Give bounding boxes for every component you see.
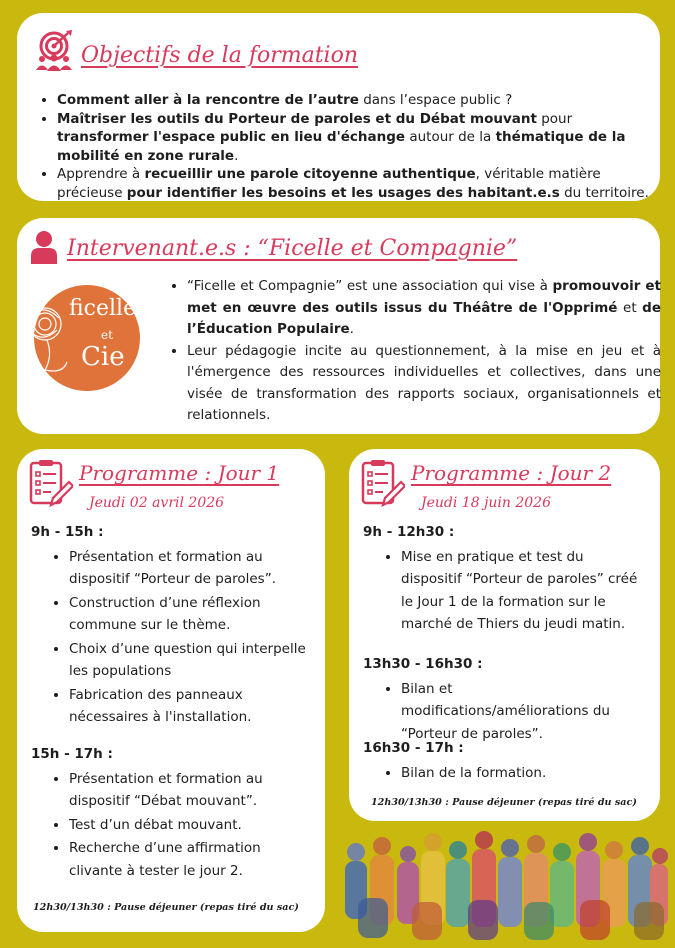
session-item: • Fabrication des panneaux nécessaires à l'installation. — [69, 684, 311, 729]
bullet-text: pour identifier les besoins et les usages des habitant.e.s — [126, 184, 560, 201]
logo-text-et: et — [101, 328, 113, 342]
bullet-text: dans l’espace public ? — [358, 92, 513, 108]
bullet-text: Leur pédagogie incite au questionnement, à la mise en jeu et à l'émergence des ressources individuelles et collectives, dans une visée de transformation des rapports sociaux, organisationnels et relationnels. — [187, 342, 661, 423]
bullet-text: . — [349, 321, 354, 337]
ficelle-logo — [23, 284, 143, 392]
session-time: 9h - 12h30 : — [363, 524, 455, 540]
session-time: 15h - 17h : — [31, 746, 113, 762]
bullet-item — [187, 276, 661, 341]
session-items — [363, 678, 643, 746]
target-people-icon — [35, 29, 77, 75]
session-item: • Mise en pratique et test du dispositif “Porteur de paroles” créé le Jour 1 de la formation sur le marché de Thiers du jeudi matin. — [401, 546, 643, 636]
session-item: • Présentation et formation au dispositif “Débat mouvant”. — [69, 768, 311, 813]
intervenant-card — [17, 218, 660, 434]
bullet-item — [57, 91, 667, 110]
crowd-illustration — [338, 828, 668, 940]
objectifs-card — [17, 13, 660, 201]
bullet-text: thématique de la mobilité en zone rurale — [57, 129, 626, 164]
bullet-text: du territoire. — [559, 184, 649, 201]
bullet-text: Apprendre à — [57, 166, 145, 182]
jour2-session-2 — [363, 653, 643, 746]
jour2-pause-note: 12h30/13h30 : Pause déjeuner (repas tiré du sac) — [371, 797, 637, 808]
bullet-text: promouvoir et met en œuvre des outils issus du Théâtre de l'Opprimé — [187, 278, 662, 316]
bullet-text: Comment aller à la rencontre de l’autre — [57, 92, 359, 108]
jour2-date: Jeudi 18 juin 2026 — [421, 495, 551, 511]
programme-jour2-card — [349, 449, 660, 821]
session-time: 13h30 - 16h30 : — [363, 656, 483, 672]
session-items — [31, 546, 311, 729]
jour1-date: Jeudi 02 avril 2026 — [89, 495, 225, 511]
bullet-text: , véritable matière précieuse — [57, 166, 601, 201]
bullet-item — [57, 110, 667, 166]
bullet-text: de l’Éducation Populaire — [187, 299, 661, 337]
programme-jour1-card — [17, 449, 325, 932]
session-item: • Bilan et modifications/améliorations du “Porteur de paroles”. — [401, 678, 643, 746]
bullet-text: et — [617, 299, 643, 316]
session-items — [363, 762, 643, 785]
intervenant-title: Intervenant.e.s : “Ficelle et Compagnie” — [67, 236, 518, 261]
jour1-pause-note: 12h30/13h30 : Pause déjeuner (repas tiré du sac) — [33, 902, 299, 913]
checklist-pencil-icon — [29, 459, 73, 513]
bullet-text: recueillir une parole citoyenne authentique — [144, 166, 476, 182]
bullet-text: pour — [536, 110, 573, 127]
intervenant-list — [169, 276, 661, 427]
jour1-title: Programme : Jour 1 — [79, 461, 280, 485]
session-item: • Recherche d’une affirmation clivante à tester le jour 2. — [69, 837, 311, 882]
session-items — [31, 768, 311, 883]
session-item: • Test d’un débat mouvant. — [69, 814, 311, 837]
bullet-item — [57, 165, 667, 202]
jour2-session-3 — [363, 737, 643, 785]
logo-text-cie: Cie — [81, 342, 125, 372]
session-item: • Choix d’une question qui interpelle les populations — [69, 638, 311, 683]
person-icon — [31, 230, 57, 268]
session-item: • Bilan de la formation. — [401, 762, 643, 785]
jour2-title: Programme : Jour 2 — [411, 461, 612, 485]
logo-text-ficelle: ficelle — [69, 296, 137, 321]
session-items — [363, 546, 643, 636]
session-item: • Présentation et formation au dispositif “Porteur de paroles”. — [69, 546, 311, 591]
jour1-session-2 — [31, 743, 311, 883]
bullet-text: . — [234, 147, 239, 164]
session-time: 16h30 - 17h : — [363, 740, 464, 756]
bullet-text: transformer l'espace public en lieu d'échange — [57, 129, 406, 145]
bullet-item — [187, 341, 661, 427]
checklist-pencil-icon — [361, 459, 405, 513]
jour1-session-1 — [31, 521, 311, 730]
bullet-text: Maîtriser les outils du Porteur de paroles et du Débat mouvant — [57, 110, 537, 127]
bullet-text: autour de la — [405, 129, 496, 145]
objectifs-title: Objectifs de la formation — [81, 43, 358, 68]
jour2-session-1 — [363, 521, 643, 637]
session-time: 9h - 15h : — [31, 524, 104, 540]
objectifs-list — [39, 91, 667, 202]
bullet-text: “Ficelle et Compagnie” est une association qui vise à — [187, 278, 553, 294]
session-item: • Construction d’une réflexion commune sur le thème. — [69, 592, 311, 637]
